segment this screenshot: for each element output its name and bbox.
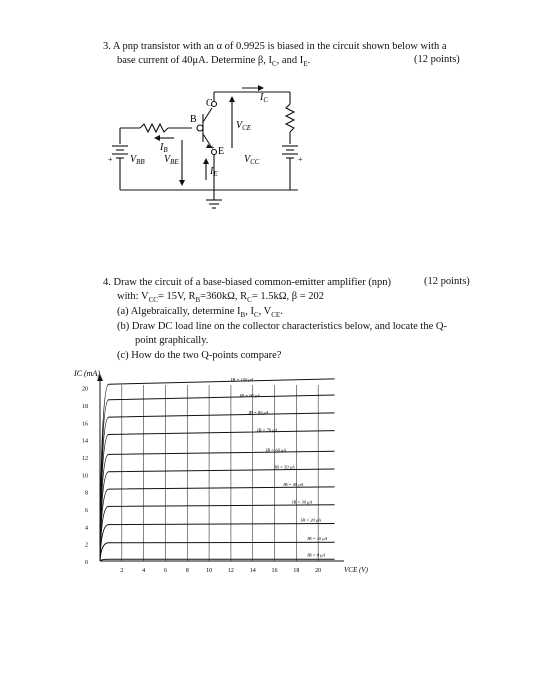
curve-label: IB = 70 μA — [257, 427, 278, 433]
x-tick-label: 2 — [120, 568, 124, 574]
x-tick-label: 6 — [163, 568, 167, 574]
q3-line1: 3. A pnp transistor with an α of 0.9925 is biased in the circuit shown below with a — [103, 41, 447, 52]
curve-label: IB = 20 μA — [300, 517, 321, 523]
x-tick-label: 20 — [315, 568, 322, 574]
q4-line1: 4. Draw the circuit of a base-biased common-emitter amplifier (npn) — [103, 277, 392, 288]
label-vbb: $V_{BB}$ — [130, 154, 145, 166]
q4-points: (12 points) — [424, 276, 470, 287]
y-tick-label: 2 — [85, 542, 88, 549]
y-tick-label: 14 — [82, 438, 88, 445]
label-ie: $I_E$ — [210, 166, 218, 178]
curve-label: IB = 30 μA — [292, 499, 313, 505]
label-c: C — [206, 98, 213, 109]
label-e: E — [218, 146, 225, 157]
curve-label: IB = 0 μA — [307, 552, 326, 558]
label-vbe: $V_{BE}$ — [164, 154, 179, 166]
q4-part-b-cont: point graphically. — [135, 335, 209, 346]
label-plus-vbb: + — [108, 155, 113, 164]
q4-part-a: (a) Algebraically, determine $I_B$, $I_C$, $V_{CE}$. — [117, 306, 283, 320]
x-tick-label: 4 — [142, 568, 146, 574]
x-tick-label: 18 — [293, 568, 300, 574]
label-plus-vcc: + — [298, 155, 303, 164]
q4-line2: with: $V_{CC}= 15V$, $R_B=360k\Omega$, $R_C= 1.5k\Omega$, β = 202 — [117, 291, 325, 305]
collector-characteristics-chart — [70, 368, 368, 588]
curve-label: IB = 90 μA — [239, 392, 260, 398]
y-tick-label: 20 — [82, 386, 88, 393]
y-tick-label: 0 — [85, 560, 88, 566]
x-tick-label: 10 — [206, 568, 213, 574]
y-tick-label: 6 — [85, 508, 88, 514]
label-ic: $I_C$ — [260, 92, 269, 104]
curve-ib — [100, 505, 335, 561]
label-b: B — [190, 114, 197, 125]
curve-label: IB = 40 μA — [283, 482, 304, 488]
curve-ib — [100, 431, 335, 561]
x-tick-label: 16 — [271, 568, 278, 574]
curve-label: IB = 10 μA — [307, 535, 328, 541]
y-tick-label: 8 — [85, 490, 88, 497]
label-ib: $I_B$ — [160, 142, 168, 154]
x-tick-label: 14 — [249, 568, 256, 574]
label-plus-e: + — [210, 143, 215, 152]
label-vcc: $V_{CC}$ — [244, 154, 260, 166]
curve-label: IB = 60 μA — [265, 447, 286, 453]
x-axis-label: VCE (V) — [344, 566, 368, 574]
y-axis-label: IC (mA) — [74, 369, 100, 378]
q3-line2: base current of 40μA. Determine β, $I_C$, and $I_E$. — [117, 55, 311, 69]
x-tick-label: 8 — [185, 568, 189, 574]
y-tick-label: 16 — [82, 421, 88, 428]
q3-points: (12 points) — [414, 54, 460, 65]
y-tick-label: 10 — [82, 473, 88, 480]
y-tick-label: 12 — [82, 456, 88, 462]
y-tick-label: 4 — [85, 525, 88, 532]
curve-label: IB = 50 μA — [274, 464, 295, 470]
curve-label: IB = 80 μA — [248, 410, 269, 416]
label-vce: $V_{CE}$ — [236, 120, 252, 132]
curve-label: IB = 100 μA — [230, 377, 254, 383]
q4-part-c: (c) How do the two Q-points compare? — [117, 350, 282, 361]
q4-part-b: (b) Draw DC load line on the collector characteristics below, and locate the Q- — [117, 321, 447, 332]
x-tick-label: 12 — [227, 568, 234, 574]
pnp-circuit-diagram — [100, 78, 310, 218]
curve-ib — [100, 392, 335, 561]
y-tick-label: 18 — [82, 404, 88, 410]
curve-ib — [100, 542, 335, 561]
